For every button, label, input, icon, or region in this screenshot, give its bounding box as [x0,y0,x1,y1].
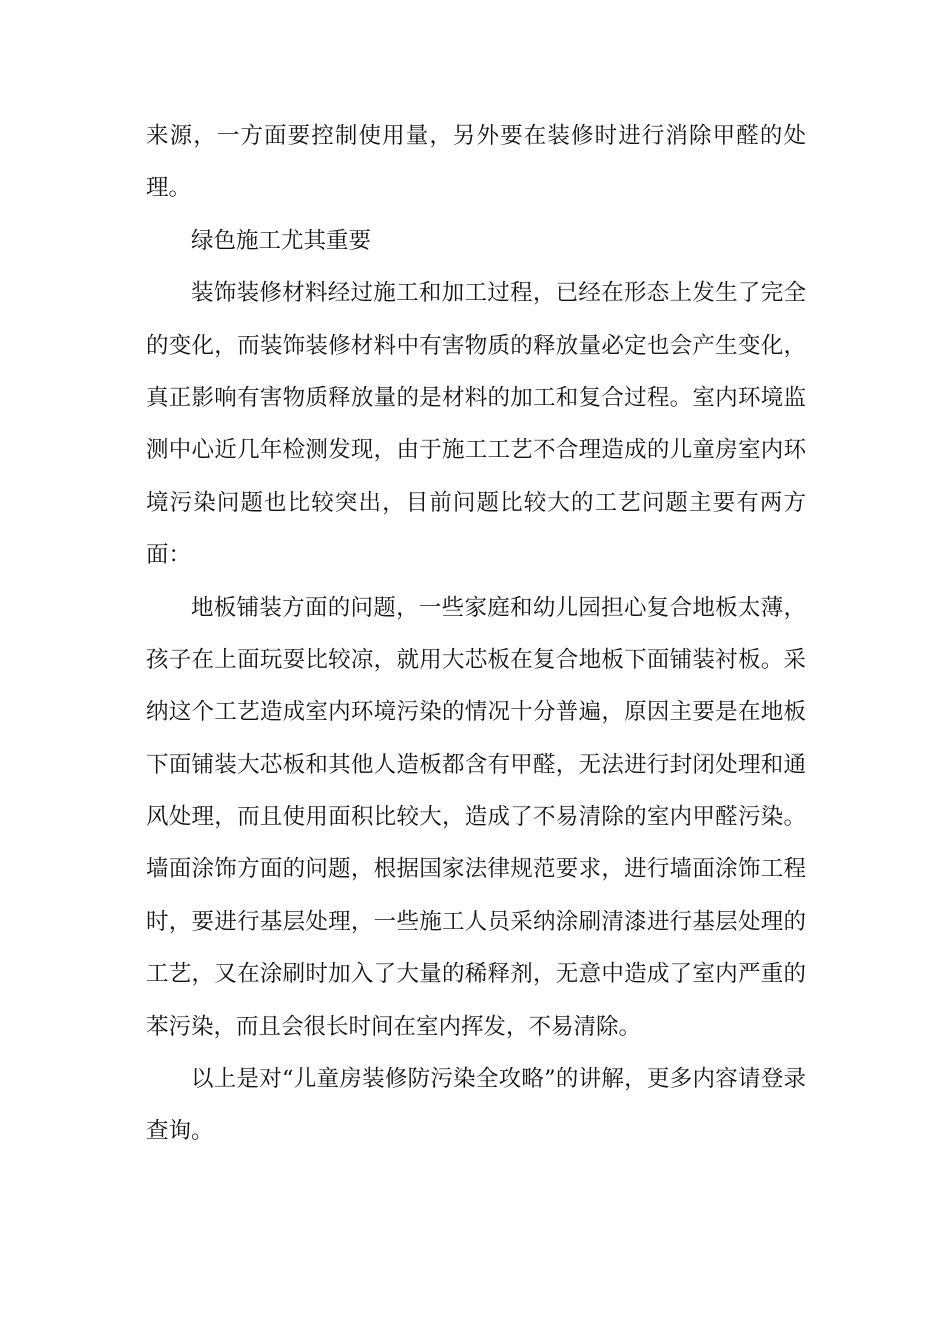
text-line: 风处理，而且使用面积比较大，造成了不易清除的室内甲醛污染。 [146,804,806,831]
text-line: 的变化，而装饰装修材料中有害物质的释放量必定也会产生变化， [146,332,806,359]
text-line: 来源，一方面要控制使用量，另外要在装修时进行消除甲醛的处 [146,123,806,149]
text-line: 理。 [146,175,192,202]
text-line: 工艺，又在涂刷时加入了大量的稀释剂，无意中造成了室内严重的 [146,961,806,988]
text-line: 苯污染，而且会很长时间在室内挥发，不易清除。 [146,1013,642,1040]
text-line: 孩子在上面玩耍比较凉，就用大芯板在复合地板下面铺装衬板。采 [146,646,806,673]
text-line: 下面铺装大芯板和其他人造板都含有甲醛，无法进行封闭处理和通 [146,751,806,778]
text-line: 查询。 [146,1118,214,1145]
text-line: 测中心近几年检测发现，由于施工工艺不合理造成的儿童房室内环 [146,437,806,464]
text-line: 纳这个工艺造成室内环境污染的情况十分普遍，原因主要是在地板 [146,699,806,726]
section-heading: 绿色施工尤其重要 [191,227,372,254]
body-text [146,110,806,1158]
text-line: 时，要进行基层处理，一些施工人员采纳涂刷清漆进行基层处理的 [146,908,806,935]
text-line: 境污染问题也比较突出，目前问题比较大的工艺问题主要有两方 [146,489,806,516]
text-line: 装饰装修材料经过施工和加工过程，已经在形态上发生了完全 [191,280,806,307]
text-line: 地板铺装方面的问题，一些家庭和幼儿园担心复合地板太薄， [191,594,806,621]
text-line: 真正影响有害物质释放量的是材料的加工和复合过程。室内环境监 [146,384,806,411]
text-line: 以上是对“儿童房装修防污染全攻略”的讲解，更多内容请登录 [191,1066,806,1093]
text-line: 面： [146,542,192,569]
text-line: 墙面涂饰方面的问题，根据国家法律规范要求，进行墙面涂饰工程 [146,856,806,883]
